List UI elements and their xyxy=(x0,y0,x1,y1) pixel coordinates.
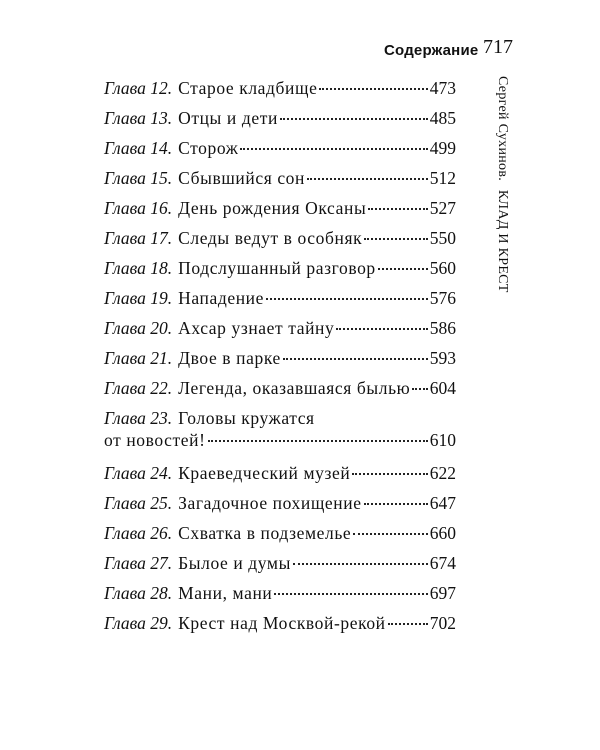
chapter-page: 622 xyxy=(429,463,456,483)
chapter-title: Подслушанный разговор xyxy=(178,258,376,278)
chapter-page: 499 xyxy=(429,138,456,158)
toc-entry-24 xyxy=(104,462,456,492)
toc-entry-15 xyxy=(104,167,456,197)
toc-entry-14 xyxy=(104,137,456,167)
chapter-title: Схватка в подземелье xyxy=(178,523,352,543)
dot-leader xyxy=(319,88,427,90)
chapter-title: Ахсар узнает тайну xyxy=(178,318,335,338)
toc-entry-18 xyxy=(104,257,456,287)
chapter-title: Двое в парке xyxy=(178,348,281,368)
toc-entry-16 xyxy=(104,197,456,227)
chapter-title: Головы кружатся xyxy=(178,408,315,428)
chapter-page: 647 xyxy=(429,493,456,513)
chapter-title: Следы ведут в особняк xyxy=(178,228,363,248)
dot-leader xyxy=(240,148,427,150)
chapter-label: Глава 25. xyxy=(104,493,173,513)
dot-leader xyxy=(208,440,428,442)
chapter-title: Сбывшийся сон xyxy=(178,168,305,188)
toc-entry-19 xyxy=(104,287,456,317)
toc-entry-22 xyxy=(104,377,456,407)
chapter-page: 660 xyxy=(429,523,456,543)
chapter-label: Глава 23. xyxy=(104,408,173,428)
chapter-page: 604 xyxy=(429,378,456,398)
dot-leader xyxy=(283,358,428,360)
chapter-page: 485 xyxy=(429,108,456,128)
chapter-label: Глава 20. xyxy=(104,318,173,338)
running-head: Содержание xyxy=(384,42,479,59)
chapter-page: 697 xyxy=(429,583,456,603)
chapter-page: 674 xyxy=(429,553,456,573)
chapter-title: Загадочное похищение xyxy=(178,493,362,513)
table-of-contents xyxy=(104,77,456,642)
side-title xyxy=(488,76,510,316)
chapter-page: 610 xyxy=(429,430,456,450)
chapter-label: Глава 19. xyxy=(104,288,173,308)
chapter-label: Глава 12. xyxy=(104,78,173,98)
toc-entry-27 xyxy=(104,552,456,582)
toc-entry-28 xyxy=(104,582,456,612)
dot-leader xyxy=(293,563,428,565)
dot-leader xyxy=(412,388,427,390)
chapter-title: Легенда, оказавшаяся былью xyxy=(178,378,411,398)
chapter-label: Глава 14. xyxy=(104,138,173,158)
chapter-label: Глава 22. xyxy=(104,378,173,398)
dot-leader xyxy=(307,178,428,180)
chapter-page: 550 xyxy=(429,228,456,248)
dot-leader xyxy=(280,118,428,120)
dot-leader xyxy=(388,623,428,625)
toc-entry-17 xyxy=(104,227,456,257)
chapter-label: Глава 17. xyxy=(104,228,173,248)
side-title-book: КЛАД И КРЕСТ xyxy=(495,189,510,293)
toc-entry-25 xyxy=(104,492,456,522)
chapter-title: Нападение xyxy=(178,288,264,308)
chapter-label: Глава 18. xyxy=(104,258,173,278)
dot-leader xyxy=(352,473,427,475)
chapter-label: Глава 21. xyxy=(104,348,173,368)
toc-entry-13 xyxy=(104,107,456,137)
chapter-title: День рождения Оксаны xyxy=(178,198,367,218)
chapter-title-continuation: от новостей! xyxy=(104,430,206,450)
toc-entry-29 xyxy=(104,612,456,642)
chapter-page: 560 xyxy=(429,258,456,278)
side-title-author: Сергей Сухинов. xyxy=(495,76,510,182)
chapter-title: Былое и думы xyxy=(178,553,291,573)
chapter-title: Старое кладбище xyxy=(178,78,318,98)
dot-leader xyxy=(368,208,427,210)
chapter-label: Глава 24. xyxy=(104,463,173,483)
chapter-page: 473 xyxy=(429,78,456,98)
chapter-label: Глава 29. xyxy=(104,613,173,633)
chapter-label: Глава 15. xyxy=(104,168,173,188)
chapter-title: Отцы и дети xyxy=(178,108,278,128)
chapter-title: Крест над Москвой-рекой xyxy=(178,613,386,633)
chapter-label: Глава 26. xyxy=(104,523,173,543)
toc-entry-12 xyxy=(104,77,456,107)
chapter-page: 512 xyxy=(429,168,456,188)
dot-leader xyxy=(274,593,427,595)
dot-leader xyxy=(364,503,428,505)
chapter-page: 702 xyxy=(429,613,456,633)
dot-leader xyxy=(378,268,428,270)
toc-entry-21 xyxy=(104,347,456,377)
chapter-page: 576 xyxy=(429,288,456,308)
chapter-page: 586 xyxy=(429,318,456,338)
page-number: 717 xyxy=(483,36,513,58)
chapter-label: Глава 13. xyxy=(104,108,173,128)
chapter-label: Глава 28. xyxy=(104,583,173,603)
toc-entry-26 xyxy=(104,522,456,552)
chapter-label: Глава 16. xyxy=(104,198,173,218)
chapter-title: Краеведческий музей xyxy=(178,463,351,483)
chapter-title: Мани, мани xyxy=(178,583,273,603)
dot-leader xyxy=(364,238,428,240)
chapter-page: 527 xyxy=(429,198,456,218)
toc-entry-23 xyxy=(104,407,456,462)
toc-entry-20 xyxy=(104,317,456,347)
chapter-label: Глава 27. xyxy=(104,553,173,573)
dot-leader xyxy=(353,533,427,535)
dot-leader xyxy=(266,298,428,300)
dot-leader xyxy=(336,328,427,330)
chapter-page: 593 xyxy=(429,348,456,368)
chapter-title: Сторож xyxy=(178,138,239,158)
